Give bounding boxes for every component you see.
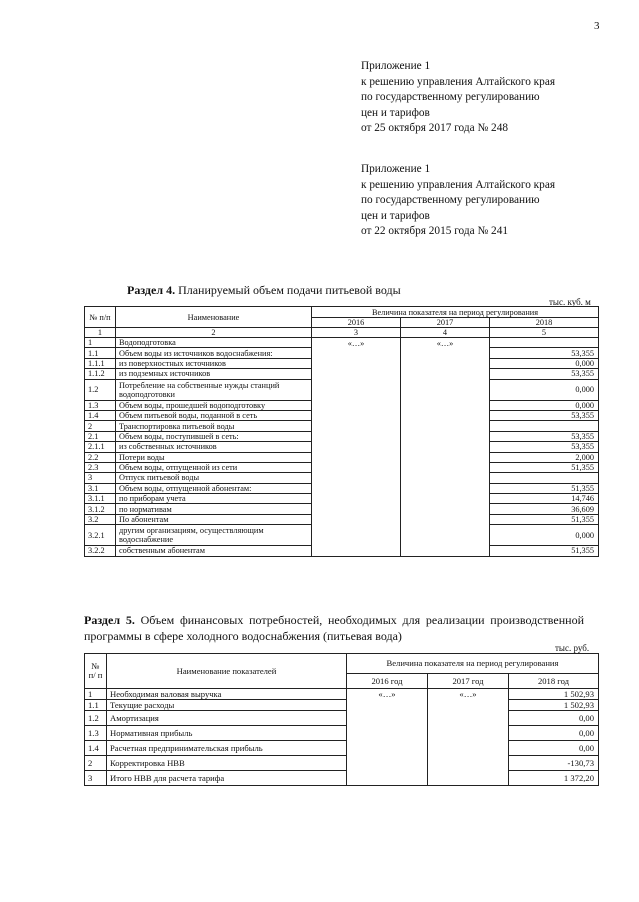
col-number: 2 (116, 328, 312, 338)
section5-title (84, 612, 584, 644)
value-2018: 53,355 (490, 431, 599, 441)
value-2018: 53,355 (490, 442, 599, 452)
header-num: № п/п (85, 307, 116, 328)
value-2018: 0,000 (490, 358, 599, 368)
row-number: 3.1.1 (85, 494, 116, 504)
value-2017-placeholder: «…» (428, 689, 509, 786)
value-2018 (490, 421, 599, 431)
value-2018: 0,00 (509, 726, 599, 741)
value-2018: 1 502,93 (509, 689, 599, 700)
row-number: 3.1.2 (85, 504, 116, 514)
row-name: из подземных источников (116, 369, 312, 379)
row-name: Объем воды, прошедшей водоподготовку (116, 400, 312, 410)
col-number: 3 (312, 328, 401, 338)
appendix-line: по государственному регулированию (361, 91, 540, 103)
page-number: 3 (594, 20, 600, 32)
value-2018 (490, 473, 599, 483)
row-name: собственным абонентам (116, 546, 312, 556)
row-name: из собственных источников (116, 442, 312, 452)
row-name: Необходимая валовая выручка (107, 689, 347, 700)
value-2018: 0,000 (490, 379, 599, 400)
appendix-line: Приложение 1 (361, 60, 431, 72)
row-name: Нормативная прибыль (107, 726, 347, 741)
section4-units: тыс. куб. м (549, 297, 591, 307)
row-number: 3 (85, 473, 116, 483)
financial-needs-table (84, 653, 599, 786)
section4-title-text: Планируемый объем подачи питьевой воды (175, 283, 401, 297)
row-name: Корректировка НВВ (107, 756, 347, 771)
value-2018: 51,355 (490, 514, 599, 524)
value-2018: 51,355 (490, 546, 599, 556)
row-name: Потери воды (116, 452, 312, 462)
table-row (85, 726, 599, 741)
header-period: Величина показателя на период регулирования (312, 307, 599, 318)
appendix-line: к решению управления Алтайского края (361, 75, 556, 88)
value-2018: 1 372,20 (509, 771, 599, 786)
header-2018: 2018 год (509, 674, 599, 689)
row-number: 1.1.1 (85, 358, 116, 368)
row-number: 2 (85, 421, 116, 431)
row-name: Объем воды, отпущенной абонентам: (116, 483, 312, 493)
value-2018: 14,746 (490, 494, 599, 504)
row-number: 1.3 (85, 400, 116, 410)
table-row (85, 741, 599, 756)
header-2018: 2018 (490, 318, 599, 328)
appendix-header-current (361, 59, 555, 137)
row-number: 1.4 (85, 741, 107, 756)
value-2018: 51,355 (490, 462, 599, 472)
value-2018: 0,000 (490, 400, 599, 410)
row-number: 3.2 (85, 514, 116, 524)
value-2018: 36,609 (490, 504, 599, 514)
appendix-header-original (361, 162, 555, 240)
col-number: 4 (401, 328, 490, 338)
value-2018: 0,00 (509, 741, 599, 756)
row-number: 1 (85, 338, 116, 348)
row-number: 2.2 (85, 452, 116, 462)
row-number: 1.2 (85, 379, 116, 400)
value-2018: 0,00 (509, 711, 599, 726)
row-number: 2.1 (85, 431, 116, 441)
row-number: 1.1.2 (85, 369, 116, 379)
value-2018: 2,000 (490, 452, 599, 462)
row-name: По абонентам (116, 514, 312, 524)
row-name: из поверхностных источников (116, 358, 312, 368)
header-period: Величина показателя на период регулирования (347, 654, 599, 674)
value-2018: 51,355 (490, 483, 599, 493)
value-2016-placeholder: «…» (312, 338, 401, 557)
header-name: Наименование показателей (107, 654, 347, 689)
value-2017-placeholder: «…» (401, 338, 490, 557)
value-2018: 53,355 (490, 369, 599, 379)
value-2018: 0,000 (490, 525, 599, 546)
section5-title-text: Объем финансовых потребностей, необходимых для реализации производственной программы в сфере холодного водоснабжения (питьевая вода) (84, 613, 584, 643)
row-name: Объем питьевой воды, поданной в сеть (116, 410, 312, 420)
row-name: Транспортировка питьевой воды (116, 421, 312, 431)
row-name: Водоподготовка (116, 338, 312, 348)
col-number: 5 (490, 328, 599, 338)
row-number: 2.1.1 (85, 442, 116, 452)
table-row (85, 689, 599, 700)
table-row (85, 756, 599, 771)
row-name: Объем воды, поступившей в сеть: (116, 431, 312, 441)
row-number: 3.2.2 (85, 546, 116, 556)
row-number: 1.1 (85, 348, 116, 358)
row-name: по приборам учета (116, 494, 312, 504)
value-2018: 53,355 (490, 348, 599, 358)
row-number: 2.3 (85, 462, 116, 472)
row-name: Амортизация (107, 711, 347, 726)
header-2017: 2017 (401, 318, 490, 328)
appendix-line: от 22 октября 2015 года № 241 (361, 225, 508, 237)
appendix-line: к решению управления Алтайского края (361, 178, 556, 191)
row-name: другим организациям, осуществляющим водоснабжение (116, 525, 312, 546)
row-name: Объем воды из источников водоснабжения: (116, 348, 312, 358)
section4-title-number: Раздел 4. (127, 283, 176, 297)
header-2017: 2017 год (428, 674, 509, 689)
row-name: Потребление на собственные нужды станций водоподготовки (116, 379, 312, 400)
row-name: по нормативам (116, 504, 312, 514)
appendix-line: по государственному регулированию (361, 194, 540, 206)
row-name: Расчетная предпринимательская прибыль (107, 741, 347, 756)
header-name: Наименование (116, 307, 312, 328)
header-2016: 2016 год (347, 674, 428, 689)
row-number: 1.1 (85, 700, 107, 711)
section5-title-number: Раздел 5. (84, 613, 135, 627)
row-number: 1.4 (85, 410, 116, 420)
appendix-line: Приложение 1 (361, 163, 431, 175)
row-name: Текущие расходы (107, 700, 347, 711)
value-2018 (490, 338, 599, 348)
col-number: 1 (85, 328, 116, 338)
table-row (85, 338, 599, 348)
header-num: № п/ п (85, 654, 107, 689)
header-2016: 2016 (312, 318, 401, 328)
row-number: 1 (85, 689, 107, 700)
row-number: 1.2 (85, 711, 107, 726)
row-number: 2 (85, 756, 107, 771)
value-2016-placeholder: «…» (347, 689, 428, 786)
row-name: Объем воды, отпущенной из сети (116, 462, 312, 472)
appendix-line: цен и тарифов (361, 106, 430, 119)
water-volume-table (84, 306, 599, 557)
table-row (85, 771, 599, 786)
section5-units: тыс. руб. (555, 643, 590, 653)
appendix-line: от 25 октября 2017 года № 248 (361, 122, 508, 134)
section4-title (127, 282, 401, 298)
row-name: Отпуск питьевой воды (116, 473, 312, 483)
value-2018: 1 502,93 (509, 700, 599, 711)
row-number: 3.2.1 (85, 525, 116, 546)
table-row (85, 711, 599, 726)
appendix-line: цен и тарифов (361, 209, 430, 222)
row-number: 3.1 (85, 483, 116, 493)
value-2018: -130,73 (509, 756, 599, 771)
value-2018: 53,355 (490, 410, 599, 420)
table-row (85, 700, 599, 711)
row-name: Итого НВВ для расчета тарифа (107, 771, 347, 786)
row-number: 3 (85, 771, 107, 786)
row-number: 1.3 (85, 726, 107, 741)
